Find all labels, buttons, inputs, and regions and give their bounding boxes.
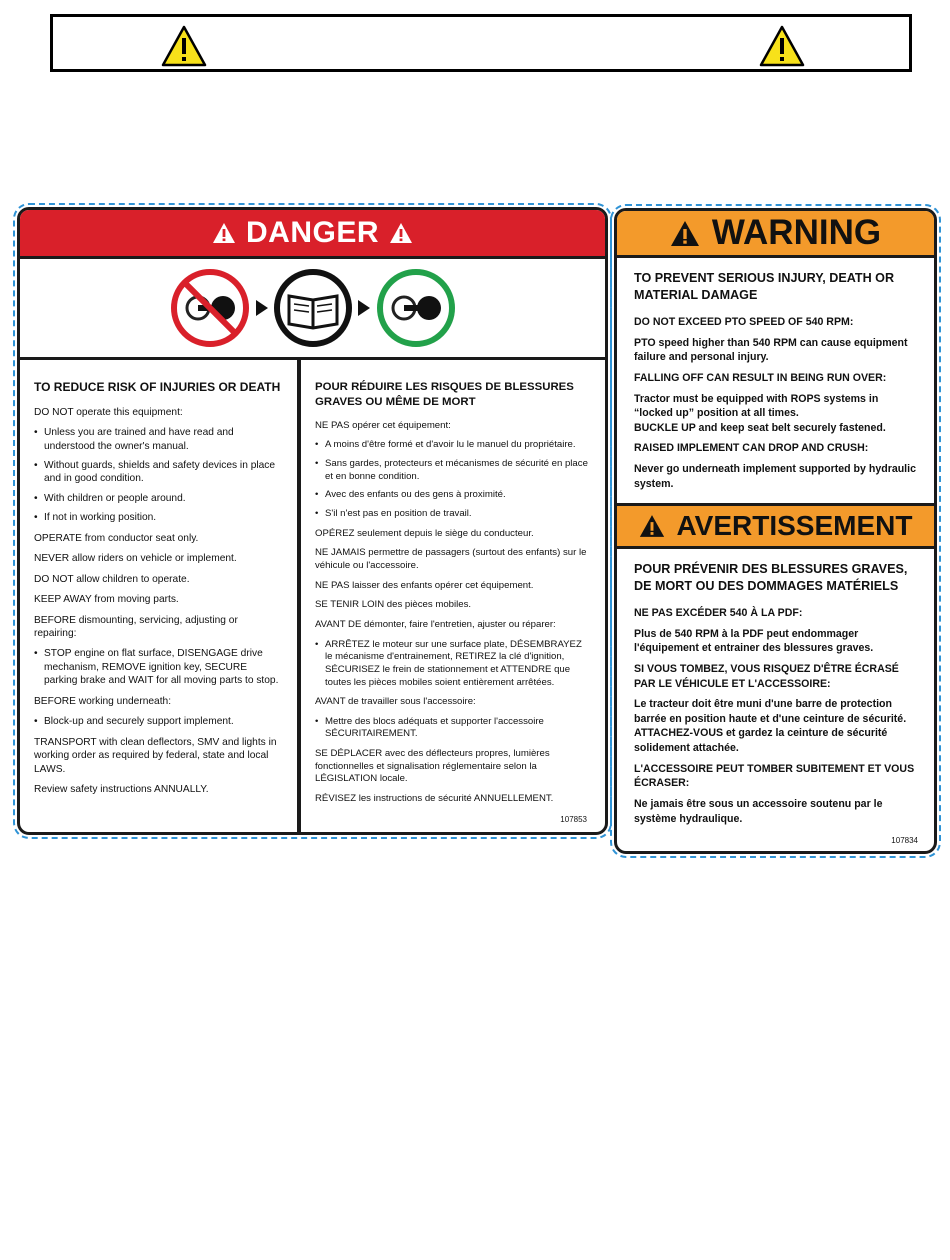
danger-header [20, 210, 605, 259]
alert-triangle-icon [212, 222, 236, 244]
avertissement-title: AVERTISSEMENT [676, 510, 913, 541]
text-line: SI VOUS TOMBEZ, VOUS RISQUEZ D'ÊTRE ÉCRASÉ PAR LE VÉHICULE ET L'ACCESSOIRE: [634, 663, 899, 690]
travailler-list [315, 716, 591, 741]
text-line: OPÉREZ seulement depuis le siège du conducteur. [315, 527, 534, 539]
avertissement-french-section [617, 549, 934, 842]
text-line: Le tracteur doit être muni d'une barre de protection barrée en position haute et d'une ceinture de sécurité. ATTACHEZ-VOUS et gardez la ceinture de sécurité solidement attachée. [634, 698, 907, 755]
avertissement-header [617, 503, 934, 549]
text-line: NE PAS opérer cet équipement: [315, 419, 451, 431]
text-line: DO NOT allow children to operate. [34, 573, 190, 585]
list-item: • Unless you are trained and have read and understood the owner's manual. [34, 426, 283, 453]
underneath-list [34, 715, 283, 728]
list-item: • Block-up and securely support implement. [34, 715, 283, 728]
text-line: NE JAMAIS permettre de passagers (surtout des enfants) sur le véhicule ou l'accessoire. [315, 547, 587, 571]
text-line: SE DÉPLACER avec des déflecteurs propres, lumières fonctionnelles et signalisation réglementaire selon la LÉGISLATION locale. [315, 748, 550, 785]
ne-pas-list [315, 439, 591, 520]
alert-triangle-icon [670, 220, 700, 247]
text-line: DO NOT operate this equipment: [34, 406, 183, 418]
do-not-list [34, 426, 283, 525]
text-line: AVANT de travailler sous l'accessoire: [315, 696, 476, 708]
list-item: • Avec des enfants ou des gens à proximité. [315, 489, 591, 502]
alert-triangle-icon [389, 222, 413, 244]
text-line: BEFORE dismounting, servicing, adjusting or repairing: [34, 614, 238, 640]
text-line: L'ACCESSOIRE PEUT TOMBER SUBITEMENT ET VOUS ÉCRASER: [634, 762, 915, 790]
avertissement-fr-title: POUR PRÉVENIR DES BLESSURES GRAVES, DE MORT OU DES DOMMAGES MATÉRIELS [634, 562, 908, 593]
warning-title: WARNING [711, 213, 882, 252]
list-item: • S'il n'est pas en position de travail. [315, 508, 591, 521]
text-line: OPERATE from conductor seat only. [34, 532, 199, 544]
danger-fr-title: POUR RÉDUIRE LES RISQUES DE BLESSURES GRAVES OU MÊME DE MORT [315, 381, 574, 408]
warning-header [617, 211, 934, 258]
text-line: BEFORE working underneath: [34, 695, 172, 707]
text-line: Plus de 540 RPM à la PDF peut endommager l'équipement et entrainer des blessures graves. [634, 627, 874, 655]
list-item: • Mettre des blocs adéquats et supporter l'accessoire SÉCURITAIREMENT. [315, 716, 591, 741]
manual-book-icon [277, 272, 349, 344]
text-line: DO NOT EXCEED PTO SPEED OF 540 RPM: [634, 316, 854, 329]
text-line: SE TENIR LOIN des pièces mobiles. [315, 599, 472, 611]
text-line: Ne jamais être sous un accessoire soutenu par le système hydraulique. [634, 797, 883, 825]
no-key-icon [174, 272, 246, 344]
text-line: NEVER allow riders on vehicle or implement. [34, 553, 237, 565]
text-line: Review safety instructions ANNUALLY. [34, 784, 209, 796]
key-icon [380, 272, 452, 344]
list-item: • Without guards, shields and safety devices in place and in good condition. [34, 459, 283, 486]
demonter-list [315, 639, 591, 690]
danger-french-column [301, 360, 605, 835]
text-line: AVANT DE démonter, faire l'entretien, ajuster ou réparer: [315, 618, 556, 630]
dismount-list [34, 647, 283, 687]
text-line: TRANSPORT with clean deflectors, SMV and lights in working order as required by federal, state and local LAWS. [34, 736, 277, 775]
list-item: • Sans gardes, protecteurs et mécanismes de sécurité en place et en bonne condition. [315, 458, 591, 483]
list-item: • ARRÊTEZ le moteur sur une surface plate, DÉSEMBRAYEZ le mécanisme d'entrainement, RETIREZ la clé d'ignition, SÉCURISEZ le frein de stationnement et ATTENDRE que toutes les pièces mobiles soient entièrement arrêtées. [315, 639, 591, 690]
text-line: NE PAS laisser des enfants opérer cet équipement. [315, 579, 534, 591]
danger-en-title: TO REDUCE RISK OF INJURIES OR DEATH [34, 380, 281, 394]
alert-triangle-icon [639, 514, 665, 538]
text-line: Tractor must be equipped with ROPS systems in “locked up” position at all times. [634, 392, 879, 420]
part-number: 107853 [560, 815, 587, 824]
list-item: • A moins d'être formé et d'avoir lu le manuel du propriétaire. [315, 439, 591, 452]
danger-title: DANGER [245, 216, 379, 249]
text-line: NE PAS EXCÉDER 540 À LA PDF: [634, 607, 803, 620]
text-line: PTO speed higher than 540 RPM can cause equipment failure and personal injury. [634, 336, 908, 364]
pictogram-row [20, 259, 605, 360]
top-warning-banner [50, 14, 912, 72]
text-line: Never go underneath implement supported by hydraulic system. [634, 463, 916, 490]
list-item: • STOP engine on flat surface, DISENGAGE drive mechanism, REMOVE ignition key, SECURE parking brake and WAIT for all moving parts to stop. [34, 647, 283, 687]
warning-triangle-icon [161, 25, 207, 67]
pictogram [168, 266, 458, 350]
list-item: • If not in working position. [34, 511, 283, 524]
arrow-icon [358, 300, 370, 316]
danger-decal [17, 207, 608, 835]
text-line: FALLING OFF CAN RESULT IN BEING RUN OVER: [634, 372, 887, 385]
list-item: • With children or people around. [34, 492, 283, 505]
part-number: 107834 [891, 836, 918, 845]
text-line: BUCKLE UP and keep seat belt securely fastened. [634, 421, 886, 434]
text-line: RÉVISEZ les instructions de sécurité ANNUELLEMENT. [315, 793, 554, 805]
text-line: KEEP AWAY from moving parts. [34, 594, 179, 606]
danger-english-column [20, 360, 301, 835]
warning-triangle-icon [759, 25, 805, 67]
warning-en-title: TO PREVENT SERIOUS INJURY, DEATH OR MATERIAL DAMAGE [634, 271, 895, 302]
warning-decal [614, 208, 937, 854]
text-line: RAISED IMPLEMENT CAN DROP AND CRUSH: [634, 442, 869, 455]
warning-english-section [617, 258, 934, 503]
arrow-icon [256, 300, 268, 316]
